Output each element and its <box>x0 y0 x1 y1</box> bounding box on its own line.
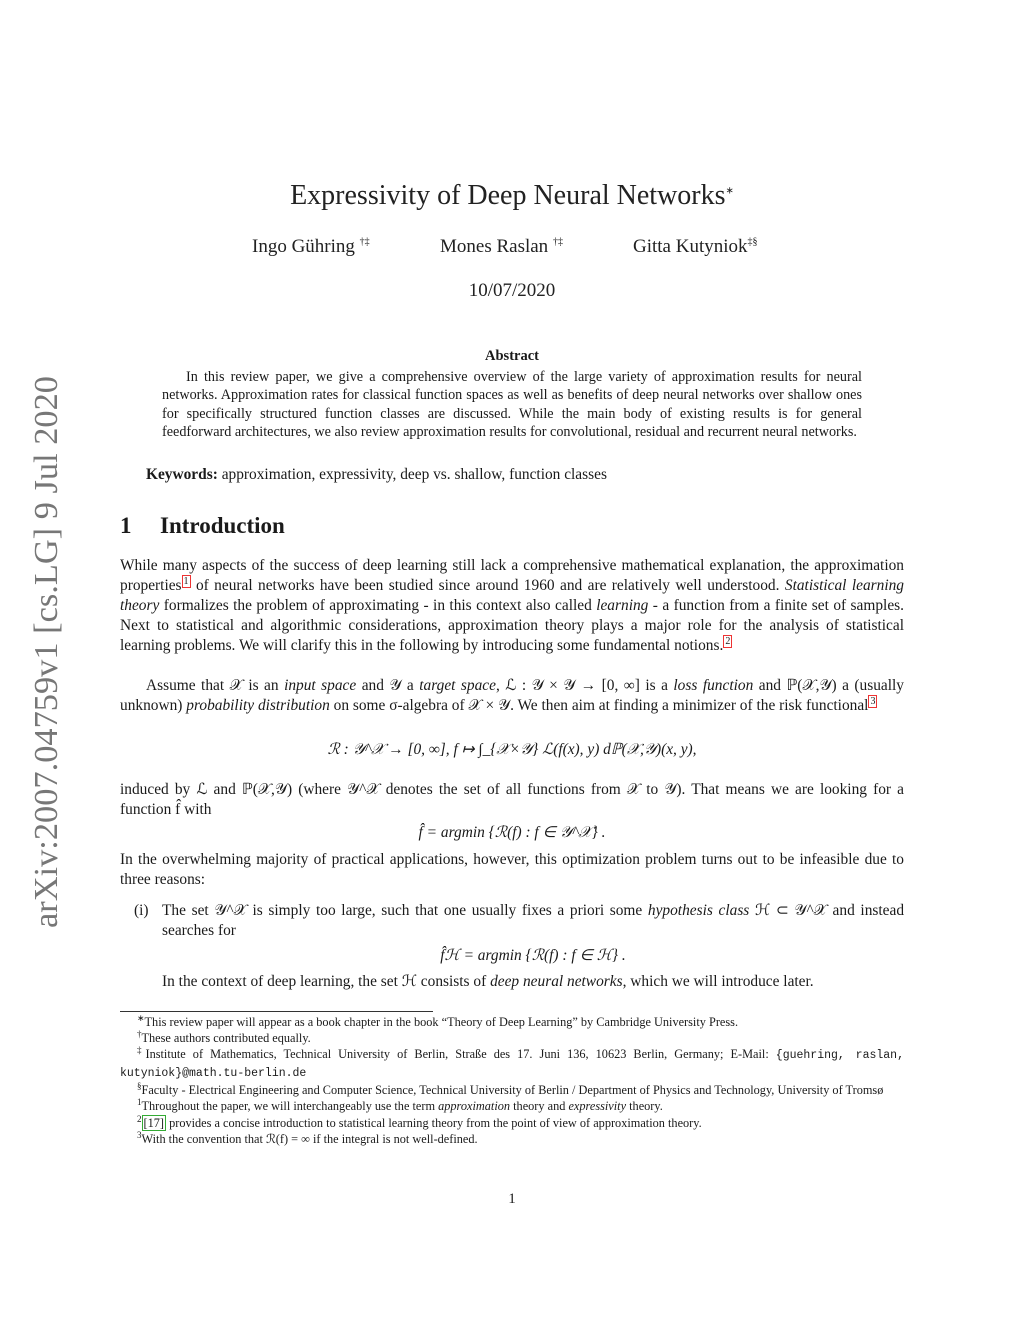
footnote-link-3[interactable]: 3 <box>870 695 876 707</box>
equation-argmin: f̂ = argmin {ℛ(f) : f ∈ 𝒴^𝒳} . <box>418 824 606 841</box>
footnote-mark: † <box>137 1029 142 1039</box>
text-run: formalizes the problem of approximating - in this context also called <box>159 597 597 614</box>
emphasis: input space <box>284 677 357 694</box>
arxiv-stamp <box>12 375 74 930</box>
text-run: - a function from a finite set of samples. Next to statistical and algorithmic considerations, approximation theory plays a major role for the analysis of statistical learning problems. We will clarify this in the following by introducing some fundamental notions. <box>120 597 904 654</box>
abstract-text: In this review paper, we give a comprehensive overview of the large variety of approximation results for neural networks. Approximation rates for classical function spaces as well as benefits of deep neural networks over shallow ones for specifically structured function classes are discussed. While the main body of existing results is for general feedforward architectures, we also review approximation results for convolutional, residual and recurrent neural networks. <box>162 369 862 440</box>
footnote-link-2[interactable]: 2 <box>725 635 731 647</box>
arxiv-stamp-svg <box>12 375 74 930</box>
paragraph-2 <box>120 676 904 716</box>
list-continuation <box>162 972 904 992</box>
author-name: Ingo Gühring <box>252 236 355 257</box>
emphasis: approximation <box>438 1099 511 1114</box>
section-heading <box>120 513 285 539</box>
footnote-dagger <box>120 1030 904 1046</box>
footnote-mark: § <box>137 1081 142 1092</box>
footnote-star <box>120 1014 904 1030</box>
footnote-ddagger <box>120 1046 904 1082</box>
emphasis: learning <box>596 597 649 614</box>
footnote-text: provides a concise introduction to statistical learning theory from the point of view of approximation theory. <box>166 1115 702 1130</box>
text-run: , ℒ : 𝒴 × 𝒴 → [0, ∞] is a <box>495 677 674 694</box>
abstract-heading: Abstract <box>485 348 539 364</box>
emphasis: hypothesis class <box>647 902 750 919</box>
paper-title-text: Expressivity of Deep Neural Networks <box>290 180 726 211</box>
text-run: While many aspects of the success of deep learning still lack a comprehensive mathematical explanation, the approximation properties <box>120 557 904 594</box>
paragraph-3: induced by ℒ and ℙ(𝒳,𝒴) (where 𝒴^𝒳 denotes the set of all functions from 𝒳 to 𝒴). That means we are looking for a function f̂ with <box>120 781 904 818</box>
text-run: on some σ-algebra of 𝒳 × 𝒴. We then aim at finding a minimizer of the risk functional <box>329 697 869 714</box>
footnote-text: theory and <box>510 1099 569 1114</box>
footnote-1 <box>120 1098 904 1114</box>
text-run: The set 𝒴^𝒳 is simply too large, such that one usually fixes a priori some <box>162 902 648 919</box>
paragraph-4: In the overwhelming majority of practical applications, however, this optimization problem turns out to be infeasible due to three reasons: <box>120 851 904 888</box>
footnote-text: These authors contributed equally. <box>141 1031 311 1046</box>
author-1 <box>252 236 370 258</box>
arxiv-stamp-text: arXiv:2007.04759v1 [cs.LG] 9 Jul 2020 <box>28 382 65 928</box>
text-run: and 𝒴 a <box>356 677 420 694</box>
footnote-section <box>120 1082 904 1098</box>
footnote-text: Institute of Mathematics, Technical University of Berlin, Straße des 17. Juni 136, 10623 Berlin, Germany; E-Mail: <box>145 1047 769 1062</box>
text-run: Assume that 𝒳 is an <box>146 677 285 694</box>
citation-link[interactable]: [17] <box>143 1115 164 1130</box>
footnote-mark: 1 <box>137 1097 142 1108</box>
list-item-i <box>134 901 904 992</box>
keywords-text: approximation, expressivity, deep vs. shallow, function classes <box>221 466 607 483</box>
footnote-text: With the convention that ℛ(f) = ∞ if the integral is not well-defined. <box>141 1131 478 1146</box>
keywords-label: Keywords: <box>146 466 218 483</box>
author-marks: ‡§ <box>747 236 758 248</box>
footnote-text: theory. <box>626 1099 663 1114</box>
text-run: ℋ ⊂ 𝒴^𝒳 and instead searches for <box>162 902 905 939</box>
paragraph-1 <box>120 556 904 656</box>
footnote-link-1[interactable]: 1 <box>183 575 189 587</box>
author-3 <box>633 236 758 258</box>
keywords <box>146 466 906 484</box>
author-marks: †‡ <box>552 236 563 248</box>
emphasis: probability distribution <box>186 697 330 714</box>
text-run: , which we will introduce later. <box>622 973 814 990</box>
section-title: Introduction <box>160 513 285 538</box>
emphasis: deep neural networks <box>490 973 623 990</box>
page-number: 1 <box>508 1191 516 1207</box>
title-footnote-mark: ∗ <box>725 185 734 197</box>
email-address[interactable]: {guehring, raslan, kutyniok}@math.tu-berlin.de <box>120 1049 904 1081</box>
footnote-text: Faculty - Electrical Engineering and Computer Science, Technical University of Berlin / Department of Physics and Technology, University of Tromsø <box>141 1083 884 1098</box>
equation-hypothesis-argmin: f̂ℋ = argmin {ℛ(f) : f ∈ ℋ} . <box>440 947 626 964</box>
text-run: and ℙ(𝒳,𝒴) a (usually unknown) <box>120 677 904 714</box>
author-marks: †‡ <box>359 236 370 248</box>
emphasis: target space <box>419 677 496 694</box>
section-number: 1 <box>120 513 132 538</box>
emphasis: expressivity <box>568 1099 627 1114</box>
author-name: Gitta Kutyniok <box>633 236 748 257</box>
footnote-mark: 3 <box>137 1129 142 1140</box>
emphasis: Statistical learning theory <box>120 577 904 614</box>
footnote-text: Throughout the paper, we will interchangeably use the term <box>141 1099 439 1114</box>
list-body <box>162 901 904 992</box>
text-run: In the context of deep learning, the set ℋ consists of <box>162 973 491 990</box>
footnotes <box>120 1014 904 1147</box>
footnote-mark: 2 <box>137 1113 142 1124</box>
footnote-rule <box>120 1011 433 1012</box>
text-run: of neural networks have been studied since around 1960 and are relatively well understood. <box>190 577 785 594</box>
footnote-3 <box>120 1131 904 1147</box>
footnote-2 <box>120 1115 904 1131</box>
list-label: (i) <box>134 902 149 919</box>
footnote-mark: ‡ <box>137 1045 146 1056</box>
author-name: Mones Raslan <box>440 236 549 257</box>
paper-title <box>0 180 1024 212</box>
footnote-mark: ∗ <box>137 1012 145 1023</box>
footnote-text: This review paper will appear as a book chapter in the book “Theory of Deep Learning” by Cambridge University Press. <box>144 1015 739 1029</box>
paper-date: 10/07/2020 <box>468 280 556 301</box>
equation-risk-functional: ℛ : 𝒴^𝒳 → [0, ∞], f ↦ ∫_{𝒳×𝒴} ℒ(f(x), y) dℙ(𝒳,𝒴)(x, y), <box>327 741 697 758</box>
emphasis: loss function <box>673 677 754 694</box>
author-2 <box>440 236 563 258</box>
